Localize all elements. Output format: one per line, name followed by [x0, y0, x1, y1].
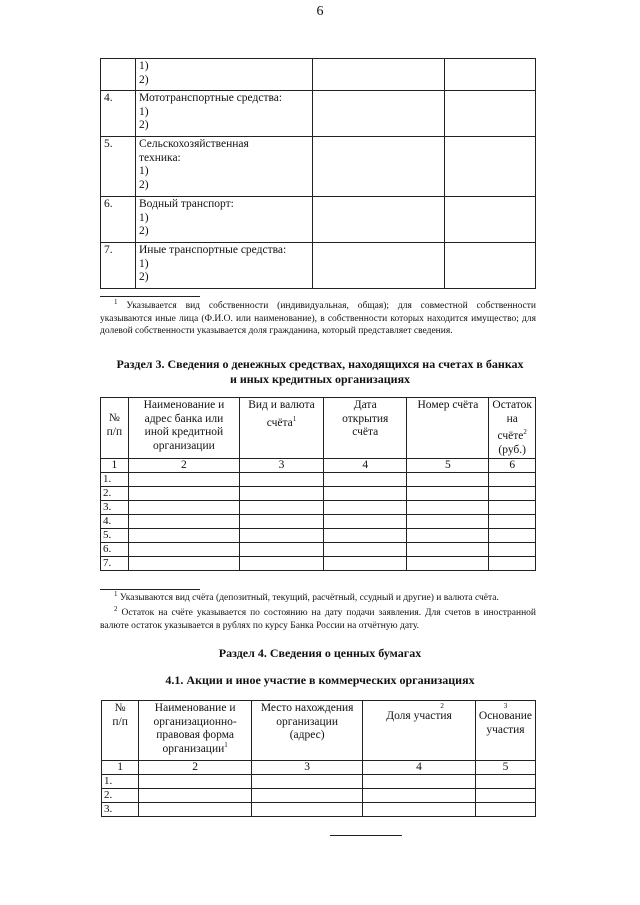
header-line — [243, 414, 320, 431]
row-number: 3. — [102, 803, 139, 817]
table-row — [101, 501, 536, 515]
header-line: № — [108, 412, 120, 424]
column-number: 5 — [407, 459, 489, 473]
header-number — [102, 701, 139, 761]
row-line: 1) — [139, 211, 149, 224]
table-cell — [239, 529, 323, 543]
table-cell — [407, 515, 489, 529]
table-row — [101, 515, 536, 529]
table-cell — [324, 557, 407, 571]
header-line: Наименование и — [154, 702, 236, 714]
footnote — [100, 297, 537, 338]
column-number: 2 — [139, 761, 252, 775]
table-cell — [139, 775, 252, 789]
footnote-marker: 1 — [114, 297, 118, 306]
table-cell — [489, 543, 536, 557]
header-line: адрес банка или — [144, 412, 224, 425]
row-line: техника: — [139, 151, 181, 164]
table-cell — [324, 515, 407, 529]
table-row — [101, 243, 536, 289]
row-description — [136, 59, 313, 91]
column-number-row — [101, 459, 536, 473]
row-number: 4. — [101, 91, 136, 137]
header-line: п/п — [106, 425, 123, 438]
table-cell — [363, 789, 476, 803]
column-number: 1 — [102, 761, 139, 775]
row-description — [136, 91, 313, 137]
header-share — [363, 701, 476, 761]
footnote-divider — [330, 835, 402, 836]
header-bank-name — [128, 398, 239, 459]
header-line: счёта — [352, 426, 379, 438]
header-line: Основание участия — [478, 710, 532, 736]
header-line: Дата — [353, 399, 377, 411]
header-number — [101, 398, 129, 459]
table-row — [101, 197, 536, 243]
row-line: 2) — [139, 225, 149, 237]
table-cell — [407, 501, 489, 515]
header-line: иной кредитной — [144, 426, 224, 438]
row-number: 1. — [102, 775, 139, 789]
header-line: Вид и валюта — [248, 399, 315, 411]
table-cell — [128, 487, 239, 501]
table-cell — [324, 543, 407, 557]
header-open-date — [324, 398, 407, 459]
header-account-type — [239, 398, 323, 459]
footnote-marker: 2 — [523, 428, 527, 437]
table-cell — [407, 543, 489, 557]
table-cell — [239, 473, 323, 487]
table-cell — [363, 803, 476, 817]
table-header-row — [102, 701, 536, 761]
table-cell — [489, 557, 536, 571]
footnote-text: Указывается вид собственности (индивидуальная, общая); для совместной собственности указываются иные лица (Ф.И.О. или наименование), в собственности которых находится имущество; для долевой собственности указывается доля гражданина, который представляет сведения. — [100, 301, 537, 336]
table-cell — [252, 803, 363, 817]
table-cell — [324, 501, 407, 515]
section-title-line: Раздел 3. Сведения о денежных средствах, находящихся на счетах в банках — [116, 357, 524, 371]
footnote-marker: 1 — [292, 414, 297, 423]
row-number: 6. — [101, 197, 136, 243]
header-sup-line — [479, 702, 532, 710]
column-number: 4 — [324, 459, 407, 473]
table-cell — [128, 501, 239, 515]
table-header-row — [101, 398, 536, 459]
row-number — [101, 59, 136, 91]
table-cell — [139, 789, 252, 803]
row-number: 5. — [101, 137, 136, 197]
table-cell — [324, 473, 407, 487]
header-line: Доля участия — [386, 710, 452, 722]
table-cell — [239, 487, 323, 501]
footnote — [100, 589, 536, 605]
column-number: 6 — [489, 459, 536, 473]
table-cell — [313, 197, 445, 243]
header-line — [492, 430, 532, 457]
table-cell — [252, 789, 363, 803]
column-number: 3 — [239, 459, 323, 473]
header-line: открытия — [342, 412, 389, 425]
table-cell — [128, 515, 239, 529]
table-cell — [407, 487, 489, 501]
row-line: Иные транспортные средства: — [139, 244, 287, 256]
column-number-row — [102, 761, 536, 775]
header-word: счёте — [497, 430, 524, 442]
header-word: организации — [162, 742, 225, 755]
table-cell — [445, 197, 536, 243]
row-number: 7. — [101, 243, 136, 289]
footnote-divider — [100, 296, 200, 297]
header-line: Место нахождения — [260, 702, 354, 714]
table-cell — [313, 243, 445, 289]
column-number: 1 — [101, 459, 129, 473]
row-line: Мототранспортные средства: — [139, 92, 283, 104]
table-cell — [128, 543, 239, 557]
footnote-marker: 2 — [114, 604, 118, 613]
section-4-subtitle: 4.1. Акции и иное участие в коммерческих организациях — [165, 673, 475, 687]
table-cell — [239, 557, 323, 571]
table-cell — [489, 473, 536, 487]
footnote-marker: 3 — [503, 702, 508, 710]
header-line: организационно- — [153, 715, 237, 728]
header-line — [142, 740, 248, 757]
row-line: 2) — [139, 119, 149, 131]
table-cell — [489, 515, 536, 529]
section-title-line: и иных кредитных организациях — [229, 372, 411, 386]
header-location — [252, 701, 363, 761]
table-cell — [239, 543, 323, 557]
table-row — [102, 789, 536, 803]
table-cell — [252, 775, 363, 789]
header-line: (адрес) — [289, 729, 325, 741]
table-row — [101, 137, 536, 197]
section-4-title: Раздел 4. Сведения о ценных бумагах — [218, 646, 422, 660]
table-cell — [489, 487, 536, 501]
table-cell — [313, 59, 445, 91]
table-cell — [475, 789, 535, 803]
table-cell — [128, 529, 239, 543]
table-row — [101, 543, 536, 557]
header-word: счёта — [266, 416, 293, 429]
table-row — [102, 803, 536, 817]
header-word: (руб.) — [498, 443, 526, 456]
header-basis — [475, 701, 535, 761]
table-row — [101, 529, 536, 543]
column-number: 5 — [475, 761, 535, 775]
footnote-text: Остаток на счёте указывается по состоянию на дату подачи заявления. Для счетов в иностранной валюте остаток указывается в рублях по курсу Банка России на отчётную дату. — [100, 608, 536, 631]
vehicles-table — [100, 58, 536, 289]
row-line: Водный транспорт: — [139, 198, 234, 210]
table-cell — [313, 91, 445, 137]
table-row — [101, 487, 536, 501]
header-org-name — [139, 701, 252, 761]
table-cell — [239, 501, 323, 515]
row-number: 1. — [101, 473, 129, 487]
row-line: Сельскохозяйственная — [139, 138, 249, 150]
table-row — [101, 91, 536, 137]
table-cell — [363, 775, 476, 789]
header-balance — [489, 398, 536, 459]
table-cell — [313, 137, 445, 197]
footnote-marker: 1 — [224, 740, 228, 749]
header-line: правовая форма — [156, 729, 235, 741]
table-cell — [489, 501, 536, 515]
footnote-marker: 2 — [440, 702, 444, 710]
section-3-title — [0, 357, 640, 387]
header-line: п/п — [112, 715, 128, 728]
table-cell — [324, 529, 407, 543]
row-line: 1) — [139, 105, 149, 118]
row-line: 2) — [139, 178, 149, 191]
table-cell — [324, 487, 407, 501]
header-line: организации — [153, 439, 215, 452]
row-line: 1) — [139, 60, 149, 72]
header-line: Остаток на — [492, 399, 532, 425]
footnote — [100, 604, 536, 632]
row-description — [136, 137, 313, 197]
row-line: 1) — [139, 257, 149, 270]
table-cell — [489, 529, 536, 543]
row-line: 2) — [139, 73, 149, 86]
table-cell — [407, 473, 489, 487]
table-cell — [445, 243, 536, 289]
column-number: 4 — [363, 761, 476, 775]
header-sup-line — [366, 702, 472, 710]
page-number: 6 — [316, 4, 324, 19]
table-cell — [128, 473, 239, 487]
table-row — [101, 59, 536, 91]
header-line: Наименование и — [143, 399, 225, 411]
row-line: 1) — [139, 165, 149, 177]
table-cell — [445, 137, 536, 197]
row-number: 6. — [101, 543, 129, 557]
row-description — [136, 197, 313, 243]
table-cell — [407, 557, 489, 571]
table-cell — [445, 91, 536, 137]
header-line: Номер счёта — [417, 399, 479, 411]
table-row — [102, 775, 536, 789]
table-cell — [407, 529, 489, 543]
table-cell — [445, 59, 536, 91]
header-line: № — [114, 702, 126, 714]
table-row — [101, 473, 536, 487]
footnote-marker: 1 — [114, 589, 118, 598]
row-number: 2. — [102, 789, 139, 803]
column-number: 3 — [252, 761, 363, 775]
table-cell — [475, 803, 535, 817]
bank-accounts-table — [100, 397, 536, 571]
table-cell — [475, 775, 535, 789]
column-number: 2 — [128, 459, 239, 473]
row-number: 5. — [101, 529, 129, 543]
table-cell — [239, 515, 323, 529]
table-cell — [139, 803, 252, 817]
row-number: 3. — [101, 501, 129, 515]
row-number: 2. — [101, 487, 129, 501]
table-row — [101, 557, 536, 571]
row-number: 7. — [101, 557, 129, 571]
shares-table — [101, 700, 536, 817]
header-account-number — [407, 398, 489, 459]
row-line: 2) — [139, 271, 149, 283]
row-description — [136, 243, 313, 289]
header-line: организации — [276, 715, 338, 728]
row-number: 4. — [101, 515, 129, 529]
table-cell — [128, 557, 239, 571]
footnote-text: Указываются вид счёта (депозитный, текущий, расчётный, ссудный и другие) и валюта счёта. — [119, 593, 499, 603]
